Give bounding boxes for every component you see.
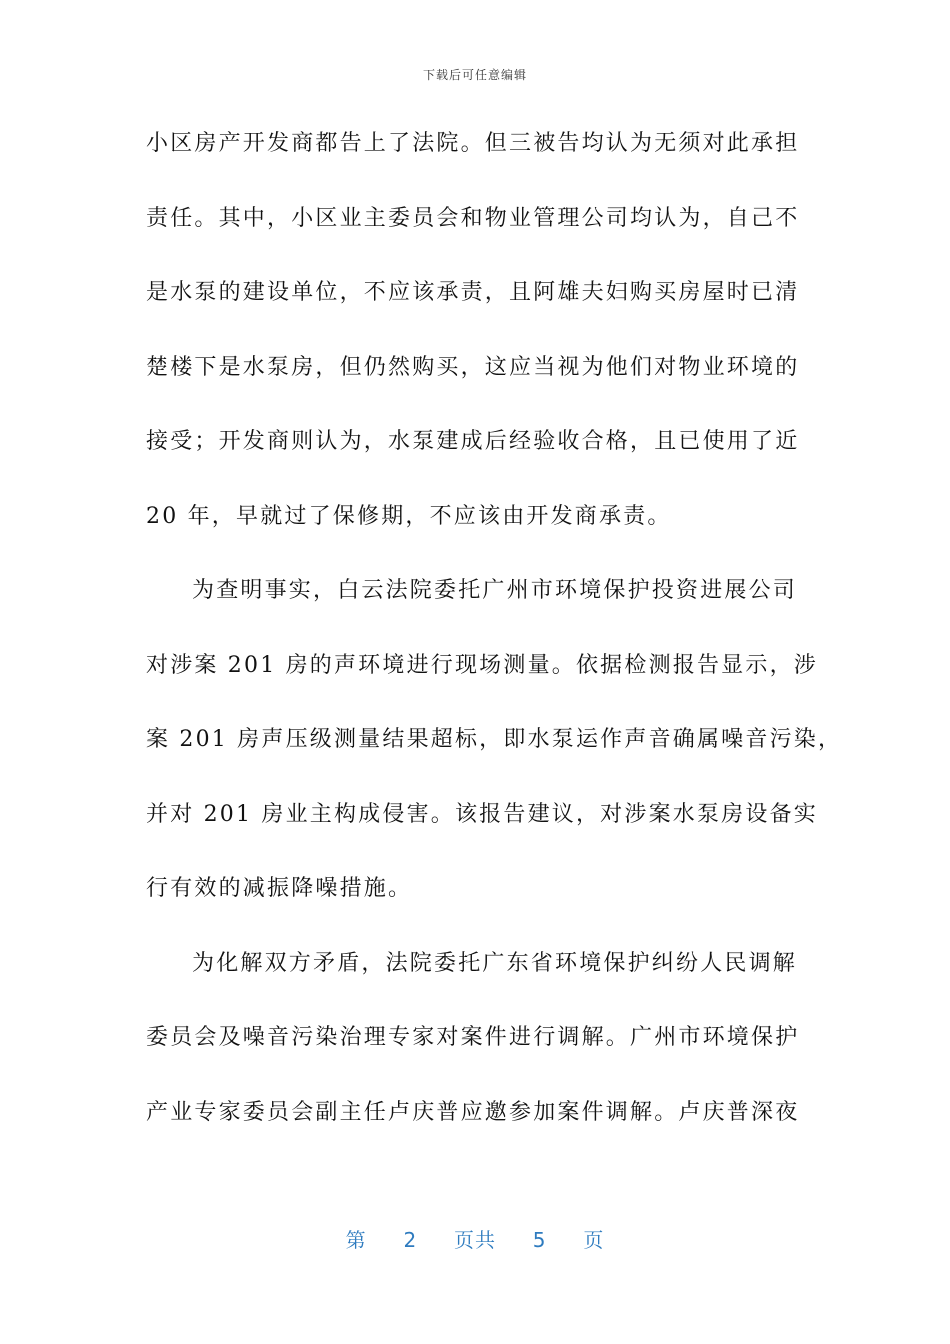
body-line: 是水泵的建设单位，不应该承责，且阿雄夫妇购买房屋时已清: [146, 280, 800, 305]
body-line: 并对 201 房业主构成侵害。该报告建议，对涉案水泵房设备实: [146, 801, 818, 827]
paragraph-start-line: 为化解双方矛盾，法院委托广东省环境保护纠纷人民调解: [192, 950, 798, 976]
body-line: 对涉案 201 房的声环境进行现场测量。依据检测报告显示，涉: [146, 652, 818, 678]
page-number: 2: [403, 1228, 418, 1252]
page-prefix: 第: [345, 1228, 367, 1252]
body-line: 产业专家委员会副主任卢庆普应邀参加案件调解。卢庆普深夜: [146, 1099, 800, 1125]
total-pages: 5: [532, 1228, 547, 1252]
body-line: 楚楼下是水泵房，但仍然购买，这应当视为他们对物业环境的: [146, 354, 800, 380]
body-line: 小区房产开发商都告上了法院。但三被告均认为无须对此承担: [146, 131, 800, 156]
page-suffix: 页: [583, 1228, 605, 1252]
body-line: 案 201 房声压级测量结果超标，即水泵运作声音确属噪音污染，: [146, 727, 843, 752]
body-line: 责任。其中，小区业主委员会和物业管理公司均认为，自己不: [146, 205, 800, 231]
body-line: 委员会及噪音污染治理专家对案件进行调解。广州市环境保护: [146, 1025, 800, 1050]
body-line: 20 年，早就过了保修期，不应该由开发商承责。: [146, 503, 672, 529]
body-line: 行有效的减振降噪措施。: [146, 876, 413, 901]
paragraph-start-line: 为查明事实，白云法院委托广州市环境保护投资进展公司: [192, 578, 798, 603]
body-line: 接受；开发商则认为，水泵建成后经验收合格，且已使用了近: [146, 429, 800, 454]
page-header: 下载后可任意编辑: [422, 68, 527, 82]
page-footer: [0, 1224, 950, 1253]
document-body: [146, 118, 843, 1161]
page-middle: 页共: [454, 1228, 496, 1252]
